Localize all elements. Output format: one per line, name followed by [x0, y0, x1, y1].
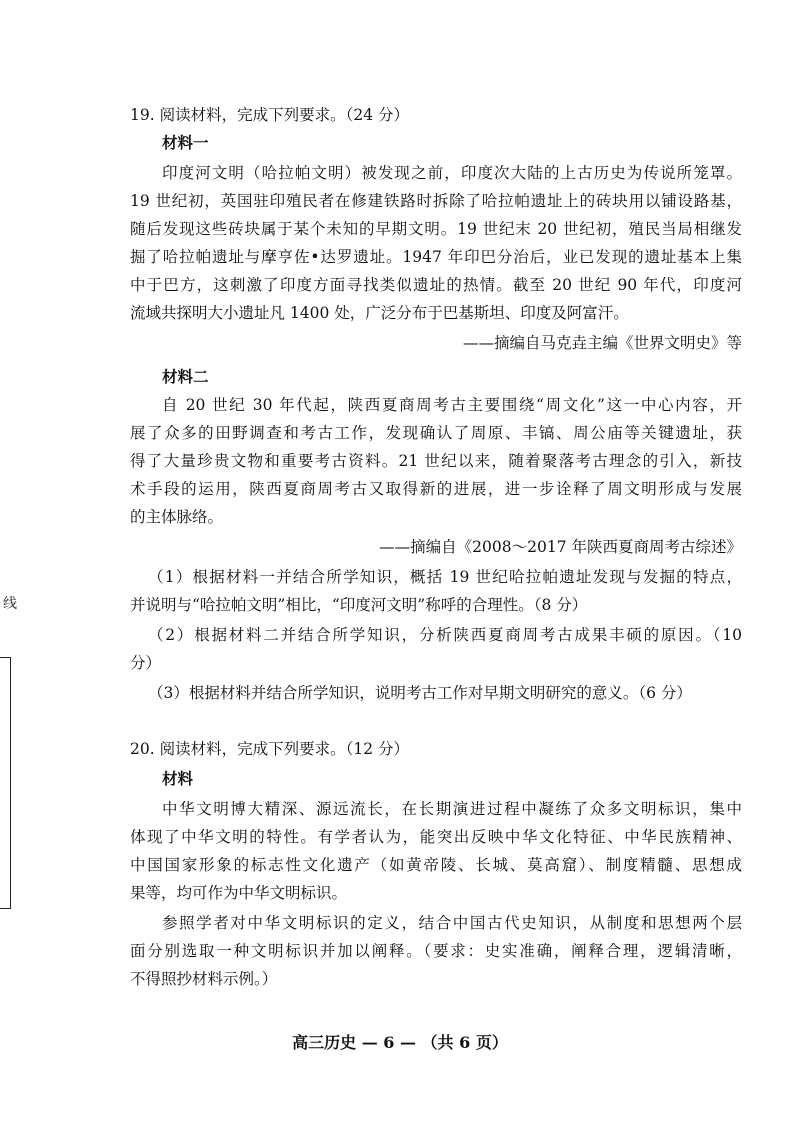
page-footer: 高三历史 — 6 — （共 6 页）: [292, 1033, 508, 1052]
q20-task-line: 不得照抄材料示例。）: [130, 970, 278, 988]
q19-m2-source: ——摘编自《2008～2017 年陕西夏商周考古综述》: [379, 538, 742, 556]
q19-m2-line: 自 20 世纪 30 年代起，陕西夏商周考古主要围绕“周文化”这一中心内容，开: [162, 396, 742, 414]
q19-m1-line: 印度河文明（哈拉帕文明）被发现之前，印度次大陆的上古历史为传说所笼罩。: [162, 164, 742, 182]
q19-m1-source: ——摘编自马克垚主编《世界文明史》等: [462, 334, 742, 352]
binding-line-mark: 线: [3, 596, 17, 612]
q19-m2-line: 的主体脉络。: [130, 508, 224, 526]
q20-material-title: 材料: [162, 769, 194, 788]
q19-material1-title: 材料一: [162, 133, 209, 152]
binding-margin-bracket: [0, 657, 11, 909]
q19-subquestion-2: （2）根据材料二并结合所学知识，分析陕西夏商周考古成果丰硕的原因。（10: [148, 626, 742, 644]
q20-m-line: 体现了中华文明的特性。有学者认为，能突出反映中华文化特征、中华民族精神、: [130, 828, 742, 846]
q20-m-line: 中国国家形象的标志性文化遗产（如黄帝陵、长城、莫高窟）、制度精髓、思想成: [130, 856, 742, 874]
q19-m1-line: 流域共探明大小遗址凡 1400 处，广泛分布于巴基斯坦、印度及阿富汗。: [130, 304, 629, 322]
q19-m2-line: 展了众多的田野调查和考古工作，发现确认了周原、丰镐、周公庙等关键遗址，获: [130, 424, 742, 442]
q19-m1-line: 随后发现这些砖块属于某个未知的早期文明。19 世纪末 20 世纪初，殖民当局相继发: [130, 220, 742, 238]
q20-m-line: 中华文明博大精深、源远流长，在长期演进过程中凝练了众多文明标识，集中: [162, 800, 742, 818]
q19-m2-line: 术手段的运用，陕西夏商周考古又取得新的进展，进一步诠释了周文明形成与发展: [130, 480, 742, 498]
q19-header: 19. 阅读材料，完成下列要求。（24 分）: [130, 106, 409, 124]
q20-header: 20. 阅读材料，完成下列要求。（12 分）: [130, 740, 409, 758]
q19-subquestion-3: （3）根据材料并结合所学知识，说明考古工作对早期文明研究的意义。（6 分）: [148, 684, 692, 702]
q20-m-line: 果等，均可作为中华文明标识。: [130, 884, 348, 902]
q19-subquestion-2-cont: 分）: [130, 654, 162, 672]
q20-task-line: 参照学者对中华文明标识的定义，结合中国古代史知识，从制度和思想两个层: [162, 914, 742, 932]
q20-task-line: 面分别选取一种文明标识并加以阐释。（要求：史实准确，阐释合理，逻辑清晰，: [130, 942, 742, 960]
q19-m1-line: 掘了哈拉帕遗址与摩亨佐•达罗遗址。1947 年印巴分治后，业已发现的遗址基本上集: [130, 248, 742, 266]
q19-m2-line: 得了大量珍贵文物和重要考古资料。21 世纪以来，随着聚落考古理念的引入，新技: [130, 452, 742, 470]
q19-m1-line: 19 世纪初，英国驻印殖民者在修建铁路时拆除了哈拉帕遗址上的砖块用以铺设路基，: [130, 192, 742, 210]
q19-material2-title: 材料二: [162, 367, 209, 386]
q19-m1-line: 中于巴方，这刺激了印度方面寻找类似遗址的热情。截至 20 世纪 90 年代，印度河: [130, 276, 742, 294]
q19-subquestion-1-cont: 并说明与“哈拉帕文明”相比，“印度河文明”称呼的合理性。（8 分）: [130, 596, 588, 614]
q19-subquestion-1: （1）根据材料一并结合所学知识，概括 19 世纪哈拉帕遗址发现与发掘的特点，: [148, 568, 742, 586]
